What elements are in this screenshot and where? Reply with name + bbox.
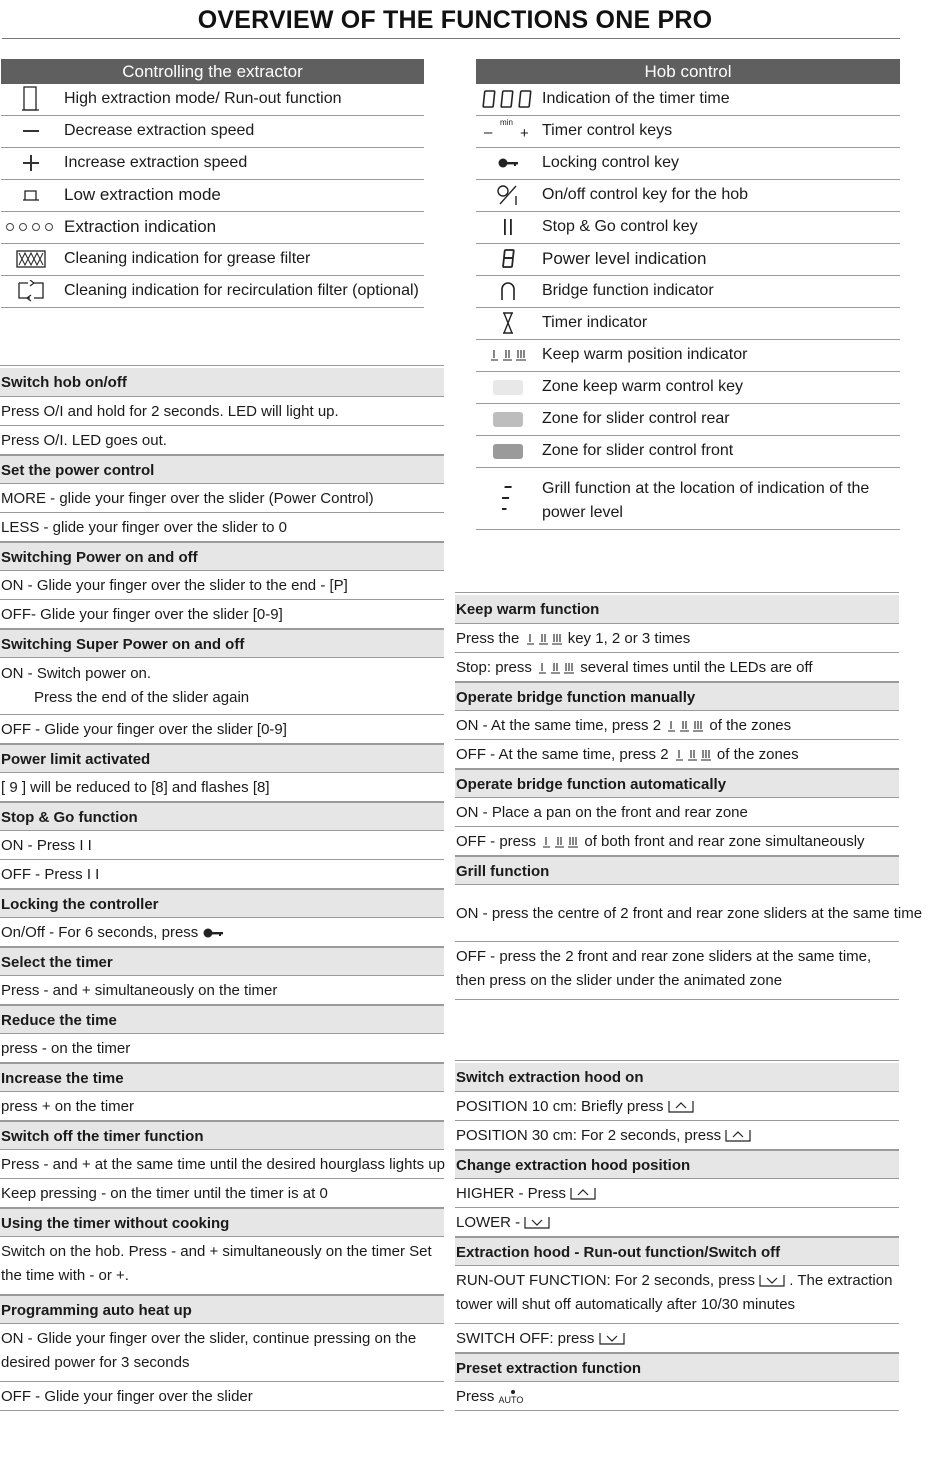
zone-front-swatch-icon (476, 436, 539, 467)
hob-row (476, 212, 900, 244)
swatch (493, 412, 523, 427)
instruction-line (455, 1179, 899, 1208)
instruction-line: ON - Glide your finger over the slider to the end - [P] (0, 571, 444, 600)
section-title: Change extraction hood position (455, 1150, 899, 1179)
hob-label: On/off control key for the hob (542, 186, 749, 204)
auto-label: AUTO (498, 1394, 524, 1405)
minus-icon (1, 116, 61, 147)
section-title: Select the timer (0, 947, 444, 976)
instruction-line: ON - Switch power on. (1, 665, 152, 682)
section-title: Switch off the timer function (0, 1121, 444, 1150)
hob-label: Zone for slider control rear (542, 410, 730, 428)
recirculation-filter-icon (1, 276, 61, 307)
instruction-text: Stop: press (456, 659, 532, 676)
instruction-text: Press the (456, 630, 520, 647)
timer-digits-icon (476, 84, 539, 115)
hob-row (476, 468, 900, 530)
instruction-text: OFF - press (456, 833, 537, 850)
section-title: Switch extraction hood on (455, 1063, 899, 1092)
instruction-line (455, 1208, 899, 1237)
right-instructions-hob (455, 592, 923, 1001)
instruction-text: LOWER - (456, 1214, 521, 1231)
extractor-row (1, 148, 424, 180)
timer-minus-glyph: – (484, 124, 493, 141)
hob-label: Zone for slider control front (542, 442, 734, 460)
instruction-line: OFF - Glide your finger over the slider (0, 1382, 444, 1411)
hob-label: Keep warm position indicator (542, 346, 748, 364)
instruction-line (455, 1121, 899, 1150)
instruction-text: OFF - At the same time, press 2 (456, 746, 669, 763)
hob-label: Power level indication (542, 249, 707, 269)
section-title: Keep warm function (455, 595, 899, 624)
hourglass-icon (476, 308, 539, 339)
instruction-line (455, 1266, 899, 1324)
instruction-line (455, 827, 899, 856)
extractor-table (1, 59, 424, 309)
hob-row (476, 404, 900, 436)
bridge-icon (476, 276, 539, 307)
section-title: Operate bridge function manually (455, 682, 899, 711)
power-level-icon (476, 244, 539, 275)
section-title: Locking the controller (0, 889, 444, 918)
extractor-label: Extraction indication (64, 217, 217, 237)
instruction-line: Press - and + simultaneously on the timer (0, 976, 444, 1005)
instruction-line (455, 740, 899, 769)
instruction-line: MORE - glide your finger over the slider (Power Control) (0, 484, 444, 513)
right-instructions-hood (455, 1060, 899, 1412)
section-title: Grill function (455, 856, 899, 885)
instruction-text: RUN-OUT FUNCTION: For 2 seconds, press (456, 1272, 755, 1289)
section-title: Stop & Go function (0, 802, 444, 831)
instruction-line (0, 918, 444, 947)
instruction-text: of the zones (716, 746, 799, 763)
high-extraction-icon (1, 84, 61, 115)
hob-row (476, 276, 900, 308)
instruction-line: Switch on the hob. Press - and + simultaneously on the timer Set the time with - or +. (0, 1237, 444, 1295)
instruction-line: [ 9 ] will be reduced to [8] and flashes [8] (0, 773, 444, 802)
hob-row (476, 148, 900, 180)
keep-warm-icon (673, 748, 713, 762)
on-off-icon (476, 180, 539, 211)
section-title: Reduce the time (0, 1005, 444, 1034)
instruction-line: Press O/I and hold for 2 seconds. LED will light up. (0, 397, 444, 426)
keep-warm-icon (536, 661, 576, 675)
hob-row (476, 84, 900, 116)
swatch (493, 380, 523, 395)
low-extraction-icon (1, 180, 61, 211)
hob-label: Indication of the timer time (542, 90, 730, 108)
extraction-indication-icon (1, 212, 61, 243)
instruction-text: of both front and rear zone simultaneously (584, 833, 865, 850)
timer-keys-icon (476, 116, 539, 147)
timer-plus-glyph: + (520, 125, 529, 142)
instruction-line: ON - Place a pan on the front and rear zone (455, 798, 899, 827)
hood-up-icon (668, 1100, 694, 1114)
section-title: Switch hob on/off (0, 368, 444, 397)
instruction-line: Press O/I. LED goes out. (0, 426, 444, 455)
instruction-line: OFF - Glide your finger over the slider [0-9] (0, 715, 444, 744)
section-title: Programming auto heat up (0, 1295, 444, 1324)
pause-icon (476, 212, 539, 243)
instruction-line: OFF - press the 2 front and rear zone sliders at the same time, then press on the slider under the animated zone (455, 942, 899, 1000)
key-icon (202, 928, 224, 938)
instruction-line (455, 624, 899, 653)
keep-warm-icon (476, 340, 539, 371)
swatch (493, 444, 523, 459)
hood-down-icon (599, 1332, 625, 1346)
hob-header: Hob control (476, 59, 900, 84)
instruction-line: press - on the timer (0, 1034, 444, 1063)
hob-row (476, 244, 900, 276)
instruction-text: On/Off - For 6 seconds, press (1, 924, 199, 941)
extractor-label: Cleaning indication for grease filter (64, 250, 311, 268)
extractor-header: Controlling the extractor (1, 59, 424, 84)
hob-row (476, 436, 900, 468)
hob-label: Stop & Go control key (542, 218, 698, 236)
section-title: Switching Super Power on and off (0, 629, 444, 658)
section-title: Switching Power on and off (0, 542, 444, 571)
instruction-line: Press the end of the slider again (34, 689, 250, 706)
keep-warm-icon (540, 835, 580, 849)
instruction-line (455, 653, 899, 682)
zone-rear-swatch-icon (476, 404, 539, 435)
title-divider (2, 38, 900, 39)
hood-down-icon (524, 1216, 550, 1230)
hood-down-icon (759, 1274, 785, 1288)
instruction-line: OFF- Glide your finger over the slider [0-9] (0, 600, 444, 629)
instruction-text: POSITION 10 cm: Briefly press (456, 1098, 664, 1115)
section-title: Using the timer without cooking (0, 1208, 444, 1237)
hood-up-icon (570, 1187, 596, 1201)
section-title: Operate bridge function automatically (455, 769, 899, 798)
hob-row (476, 308, 900, 340)
keep-warm-icon (524, 632, 564, 646)
extractor-label: Low extraction mode (64, 185, 221, 205)
section-title: Increase the time (0, 1063, 444, 1092)
hob-row (476, 116, 900, 148)
instruction-text: SWITCH OFF: press (456, 1330, 595, 1347)
extractor-label: Increase extraction speed (64, 154, 248, 172)
zone-keep-warm-swatch-icon (476, 372, 539, 403)
instruction-block (0, 658, 444, 715)
extractor-row (1, 244, 424, 276)
extractor-row (1, 276, 424, 308)
plus-icon (1, 148, 61, 179)
hob-label: Bridge function indicator (542, 282, 714, 300)
instruction-line: Press - and + at the same time until the desired hourglass lights up (0, 1150, 444, 1179)
instruction-line (455, 1324, 899, 1353)
hob-row (476, 340, 900, 372)
instruction-line (455, 1382, 899, 1411)
hob-label: Timer indicator (542, 314, 648, 332)
instruction-text: HIGHER - Press (456, 1185, 567, 1202)
extractor-row (1, 116, 424, 148)
instruction-line: LESS - glide your finger over the slider to 0 (0, 513, 444, 542)
extractor-row (1, 84, 424, 116)
key-icon (476, 148, 539, 179)
instruction-line: ON - Press I I (0, 831, 444, 860)
hob-table (476, 59, 900, 531)
timer-min-glyph: min (500, 118, 513, 127)
section-title: Extraction hood - Run-out function/Switch off (455, 1237, 899, 1266)
instruction-text: . The extraction tower will shut off automatically after 10/30 minutes (456, 1272, 893, 1313)
instruction-text: of the zones (709, 717, 792, 734)
instruction-text: key 1, 2 or 3 times (567, 630, 691, 647)
extractor-row (1, 180, 424, 212)
hob-row (476, 372, 900, 404)
section-title: Power limit activated (0, 744, 444, 773)
hob-label: Zone keep warm control key (542, 378, 743, 396)
auto-icon (499, 1390, 524, 1405)
instruction-line: press + on the timer (0, 1092, 444, 1121)
keep-warm-icon (665, 719, 705, 733)
page-title: OVERVIEW OF THE FUNCTIONS ONE PRO (197, 6, 713, 34)
extractor-label: Cleaning indication for recirculation filter (optional) (64, 282, 419, 300)
instruction-text: POSITION 30 cm: For 2 seconds, press (456, 1127, 722, 1144)
instruction-line: OFF - Press I I (0, 860, 444, 889)
section-title: Set the power control (0, 455, 444, 484)
grill-icon (476, 477, 539, 514)
section-title: Preset extraction function (455, 1353, 899, 1382)
hood-up-icon (725, 1129, 751, 1143)
grease-filter-icon (1, 244, 61, 275)
instruction-line (455, 711, 899, 740)
instruction-text: Press (456, 1388, 495, 1405)
hob-label: Locking control key (542, 154, 679, 172)
instruction-line: ON - press the centre of 2 front and rear zone sliders at the same time (455, 885, 899, 942)
left-instructions (0, 365, 444, 1412)
extractor-label: Decrease extraction speed (64, 122, 255, 140)
extractor-row (1, 212, 424, 244)
hob-label: Timer control keys (542, 122, 673, 140)
instruction-text: ON - At the same time, press 2 (456, 717, 662, 734)
extractor-label: High extraction mode/ Run-out function (64, 90, 342, 108)
hob-label: Grill function at the location of indication of the power level (542, 480, 870, 521)
instruction-line (455, 1092, 899, 1121)
hob-row (476, 180, 900, 212)
auto-dot (511, 1390, 515, 1394)
instruction-line: Keep pressing - on the timer until the timer is at 0 (0, 1179, 444, 1208)
instruction-text: several times until the LEDs are off (580, 659, 813, 676)
instruction-line: ON - Glide your finger over the slider, continue pressing on the desired power for 3 seconds (0, 1324, 444, 1382)
